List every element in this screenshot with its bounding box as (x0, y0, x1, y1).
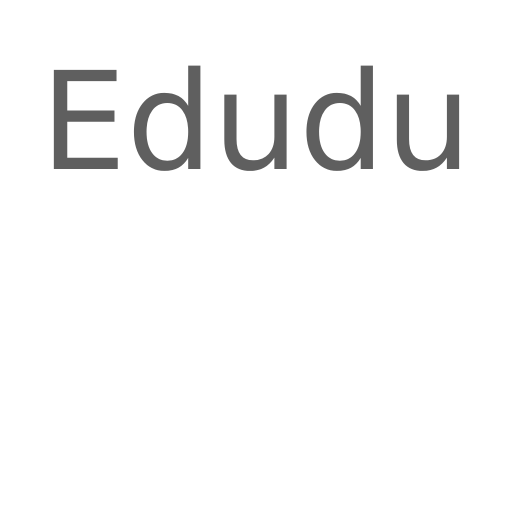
logo-wordmark: Edudu (40, 44, 472, 202)
